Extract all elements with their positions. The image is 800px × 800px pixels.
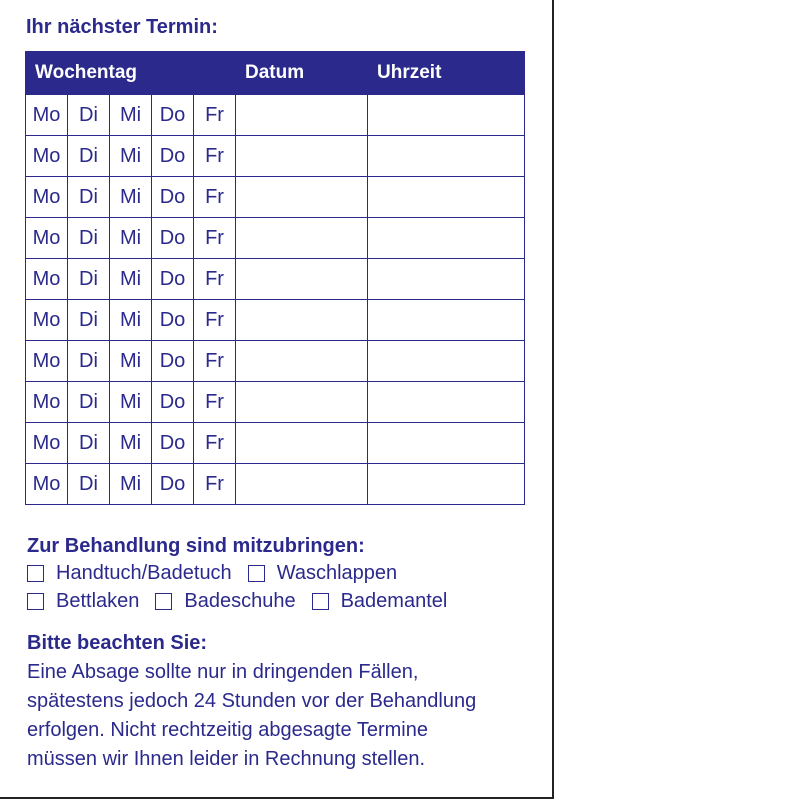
weekday-cell[interactable]: Mo	[26, 177, 68, 218]
weekday-cell[interactable]: Mi	[110, 382, 152, 423]
table-row	[26, 382, 525, 423]
weekday-cell[interactable]: Mi	[110, 95, 152, 136]
table-row	[26, 300, 525, 341]
checklist-item	[27, 590, 139, 613]
checklist-label: Handtuch/Badetuch	[56, 562, 232, 584]
weekday-cell[interactable]: Fr	[194, 177, 236, 218]
bath-shoes-checkbox[interactable]	[155, 593, 172, 610]
table-row	[26, 259, 525, 300]
notice-line: erfolgen. Nicht rechtzeitig abgesagte Termine	[27, 719, 428, 741]
weekday-cell[interactable]: Di	[68, 136, 110, 177]
weekday-cell[interactable]: Do	[152, 423, 194, 464]
date-cell[interactable]	[236, 177, 368, 218]
weekday-cell[interactable]: Mo	[26, 341, 68, 382]
bring-items-heading: Zur Behandlung sind mitzubringen:	[27, 535, 365, 557]
time-cell[interactable]	[368, 218, 525, 259]
date-cell[interactable]	[236, 341, 368, 382]
weekday-cell[interactable]: Fr	[194, 218, 236, 259]
weekday-cell[interactable]: Di	[68, 341, 110, 382]
weekday-cell[interactable]: Mo	[26, 382, 68, 423]
weekday-cell[interactable]: Mi	[110, 218, 152, 259]
weekday-cell[interactable]: Fr	[194, 382, 236, 423]
weekday-cell[interactable]: Do	[152, 300, 194, 341]
weekday-cell[interactable]: Mo	[26, 423, 68, 464]
weekday-cell[interactable]: Mo	[26, 136, 68, 177]
weekday-cell[interactable]: Di	[68, 382, 110, 423]
weekday-cell[interactable]: Do	[152, 136, 194, 177]
checklist-label: Waschlappen	[276, 562, 398, 584]
date-cell[interactable]	[236, 95, 368, 136]
time-cell[interactable]	[368, 464, 525, 505]
weekday-cell[interactable]: Do	[152, 464, 194, 505]
weekday-cell[interactable]: Di	[68, 95, 110, 136]
weekday-cell[interactable]: Fr	[194, 136, 236, 177]
notice-heading: Bitte beachten Sie:	[27, 632, 208, 654]
weekday-cell[interactable]: Mo	[26, 300, 68, 341]
date-cell[interactable]	[236, 300, 368, 341]
weekday-cell[interactable]: Mo	[26, 95, 68, 136]
weekday-cell[interactable]: Fr	[194, 259, 236, 300]
date-cell[interactable]	[236, 259, 368, 300]
table-header-row	[26, 52, 525, 95]
weekday-cell[interactable]: Mo	[26, 464, 68, 505]
weekday-cell[interactable]: Mi	[110, 136, 152, 177]
weekday-cell[interactable]: Fr	[194, 95, 236, 136]
time-cell[interactable]	[368, 136, 525, 177]
notice-text	[27, 658, 537, 774]
weekday-cell[interactable]: Mi	[110, 300, 152, 341]
checklist-row-1	[27, 562, 413, 585]
time-cell[interactable]	[368, 382, 525, 423]
weekday-header: Wochentag	[26, 52, 236, 95]
table-row	[26, 464, 525, 505]
towel-checkbox[interactable]	[27, 565, 44, 582]
weekday-cell[interactable]: Do	[152, 177, 194, 218]
time-cell[interactable]	[368, 300, 525, 341]
weekday-cell[interactable]: Mi	[110, 341, 152, 382]
date-cell[interactable]	[236, 218, 368, 259]
weekday-cell[interactable]: Do	[152, 95, 194, 136]
bedsheet-checkbox[interactable]	[27, 593, 44, 610]
checklist-label: Badeschuhe	[184, 590, 296, 612]
checklist-item	[27, 562, 232, 585]
table-row	[26, 177, 525, 218]
checklist-item	[155, 590, 295, 613]
date-cell[interactable]	[236, 423, 368, 464]
weekday-cell[interactable]: Mi	[110, 464, 152, 505]
weekday-cell[interactable]: Do	[152, 259, 194, 300]
time-cell[interactable]	[368, 95, 525, 136]
notice-line: müssen wir Ihnen leider in Rechnung stellen.	[27, 748, 425, 770]
weekday-cell[interactable]: Do	[152, 341, 194, 382]
weekday-cell[interactable]: Do	[152, 382, 194, 423]
table-row	[26, 95, 525, 136]
weekday-cell[interactable]: Fr	[194, 423, 236, 464]
weekday-cell[interactable]: Mo	[26, 259, 68, 300]
checklist-label: Bettlaken	[56, 590, 140, 612]
weekday-cell[interactable]: Fr	[194, 300, 236, 341]
weekday-cell[interactable]: Di	[68, 259, 110, 300]
weekday-cell[interactable]: Di	[68, 464, 110, 505]
notice-line: spätestens jedoch 24 Stunden vor der Behandlung	[27, 690, 477, 712]
time-cell[interactable]	[368, 259, 525, 300]
table-row	[26, 341, 525, 382]
time-header: Uhrzeit	[368, 52, 525, 95]
weekday-cell[interactable]: Fr	[194, 464, 236, 505]
next-appointment-heading: Ihr nächster Termin:	[26, 16, 218, 38]
table-row	[26, 218, 525, 259]
weekday-cell[interactable]: Mi	[110, 423, 152, 464]
time-cell[interactable]	[368, 423, 525, 464]
checklist-item	[248, 562, 397, 585]
checklist-label: Bademantel	[340, 590, 448, 612]
checklist-item	[312, 590, 448, 613]
weekday-cell[interactable]: Mi	[110, 177, 152, 218]
washcloth-checkbox[interactable]	[248, 565, 265, 582]
checklist-row-2	[27, 590, 463, 613]
weekday-cell[interactable]: Mo	[26, 218, 68, 259]
weekday-cell[interactable]: Di	[68, 300, 110, 341]
date-cell[interactable]	[236, 464, 368, 505]
bathrobe-checkbox[interactable]	[312, 593, 329, 610]
weekday-cell[interactable]: Di	[68, 177, 110, 218]
weekday-cell[interactable]: Do	[152, 218, 194, 259]
appointment-rows	[26, 95, 525, 505]
date-header: Datum	[236, 52, 368, 95]
weekday-cell[interactable]: Fr	[194, 341, 236, 382]
notice-line: Eine Absage sollte nur in dringenden Fällen,	[27, 661, 419, 683]
weekday-cell[interactable]: Di	[68, 218, 110, 259]
time-cell[interactable]	[368, 177, 525, 218]
appointment-table	[25, 51, 525, 505]
date-cell[interactable]	[236, 382, 368, 423]
time-cell[interactable]	[368, 341, 525, 382]
weekday-cell[interactable]: Di	[68, 423, 110, 464]
date-cell[interactable]	[236, 136, 368, 177]
table-row	[26, 423, 525, 464]
table-row	[26, 136, 525, 177]
weekday-cell[interactable]: Mi	[110, 259, 152, 300]
